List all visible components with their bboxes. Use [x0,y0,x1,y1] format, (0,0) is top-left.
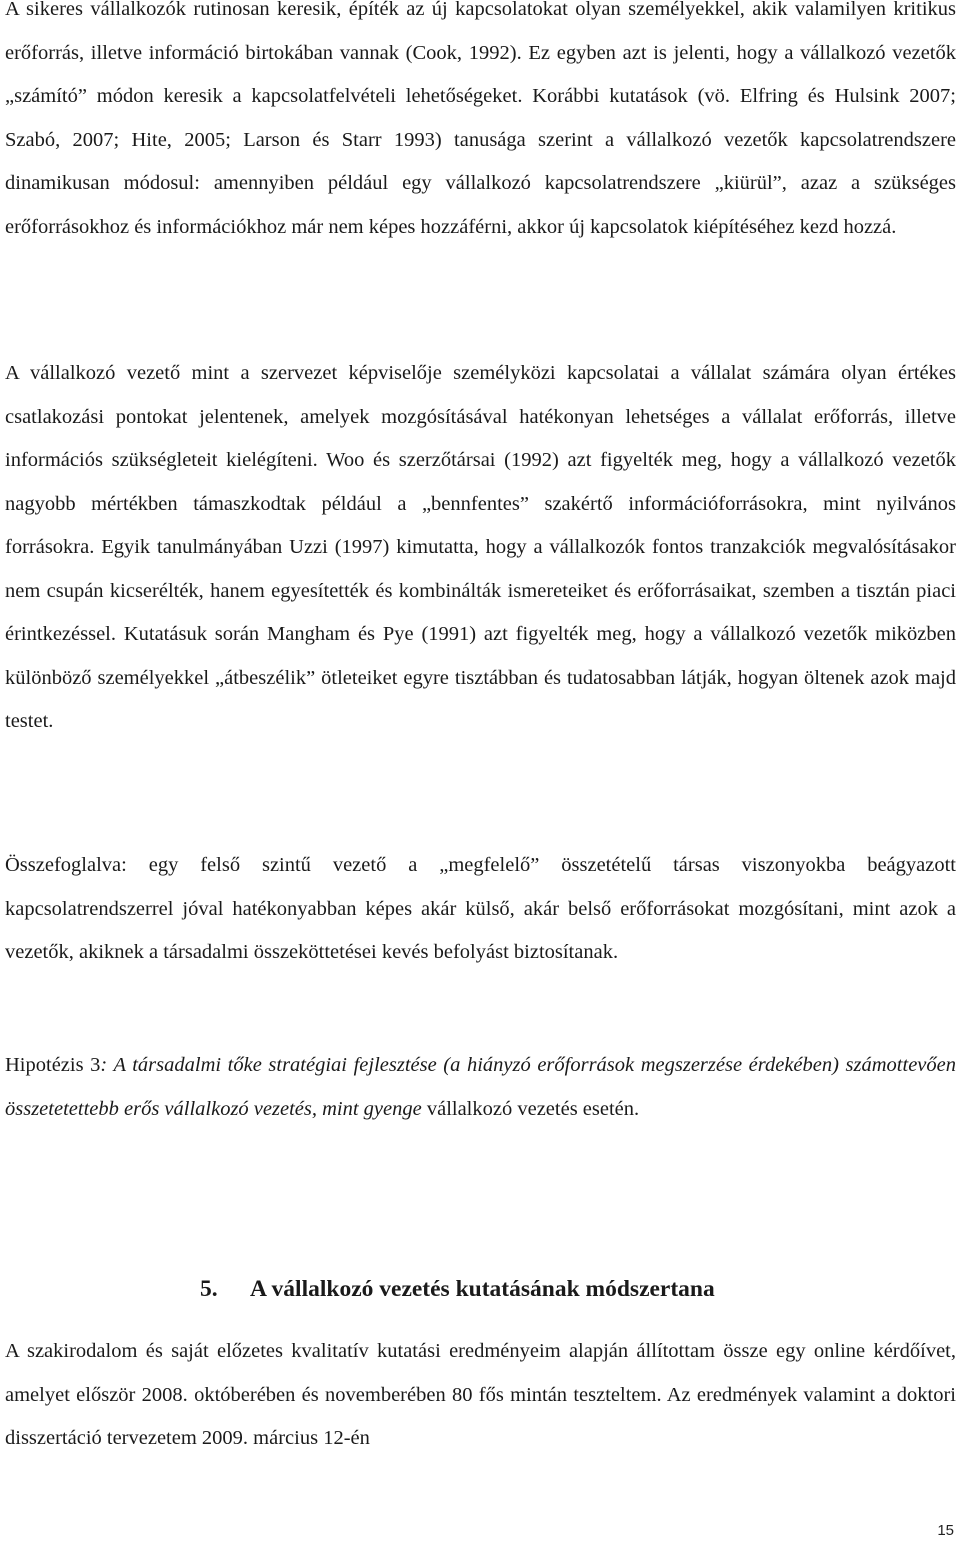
section-number: 5. [200,1276,218,1302]
hypothesis-suffix: vállalkozó vezetés esetén. [421,1097,640,1120]
paragraph-vallalkozo-vezeto: A vállalkozó vezető mint a szervezet képviselője személyközi kapcsolatai a vállalat számára olyan értékes csatlakozási pontokat jelentenek, amelyek mozgósításával hatékonyan lehetséges a vállalat erőforrás, illetve információs szükségleteit kielégíteni. Woo és szerzőtársai (1992) azt figyelték meg, hogy a vállalkozó vezetők nagyobb mértékben támaszkodtak például a „bennfentes” szakértő információforrásokra, mint nyilvános forrásokra. Egyik tanulmányában Uzzi (1997) kimutatta, hogy a vállalkozók fontos tranzakciók megvalósításakor nem csupán kicserélték, hanem egyesítették és kombinálták ismereteiket és erőforrásaikat, szemben a tisztán piaci érintkezéssel. Kutatásuk során Mangham és Pye (1991) azt figyelték meg, hogy a vállalkozó vezetők miközben különböző személyekkel „átbeszélik” ötleteiket egyre tisztábban és tudatosabban látják, hogyan öltenek azok majd testet. [5,362,956,732]
paragraph-szakirodalom: A szakirodalom és saját előzetes kvalitatív kutatási eredményeim alapján állítottam össze egy online kérdőívet, amelyet először 2008. októberében és novemberében 80 fős mintán teszteltem. Az eredmények valamint a doktori disszertáció tervezetem 2009. március 12-én [5,1340,956,1449]
page-number: 15 [937,1522,954,1539]
section-title: A vállalkozó vezetés kutatásának módszertana [250,1276,715,1302]
hypothesis-text: : A társadalmi tőke stratégiai fejlesztése (a hiányzó erőforrások megszerzése érdekében) számottevően összetetettebb erős vállalkozó vezetés, mint gyenge [5,1054,956,1120]
paragraph-osszefoglalva: Összefoglalva: egy felső szintű vezető a „megfelelő” összetételű társas viszonyokba beágyazott kapcsolatrendszerrel jóval hatékonyabban képes akár külső, akár belső erőforrásokat mozgósítani, mint azok a vezetők, akiknek a társadalmi összeköttetései kevés befolyást biztosítanak. [5,854,956,963]
paragraph-hipotezis-3 [5,1044,956,1131]
hypothesis-label: Hipotézis 3 [5,1054,101,1076]
section-heading [200,1276,715,1303]
paragraph-cook-kapcsolatok: A sikeres vállalkozók rutinosan keresik, építék az új kapcsolatokat olyan személyekkel, akik valamilyen kritikus erőforrás, illetve információ birtokában vannak (Cook, 1992). Ez egyben azt is jelenti, hogy a vállalkozó vezetők „számító” módon keresik a kapcsolatfelvételi lehetőségeket. Korábbi kutatások (vö. Elfring és Hulsink 2007; Szabó, 2007; Hite, 2005; Larson és Starr 1993) tanusága szerint a vállalkozó vezetők kapcsolatrendszere dinamikusan módosul: amennyiben például egy vállalkozó kapcsolatrendszere „kiürül”, azaz a szükséges erőforrásokhoz és információkhoz már nem képes hozzáférni, akkor új kapcsolatok kiépítéséhez kezd hozzá. [5,0,956,238]
